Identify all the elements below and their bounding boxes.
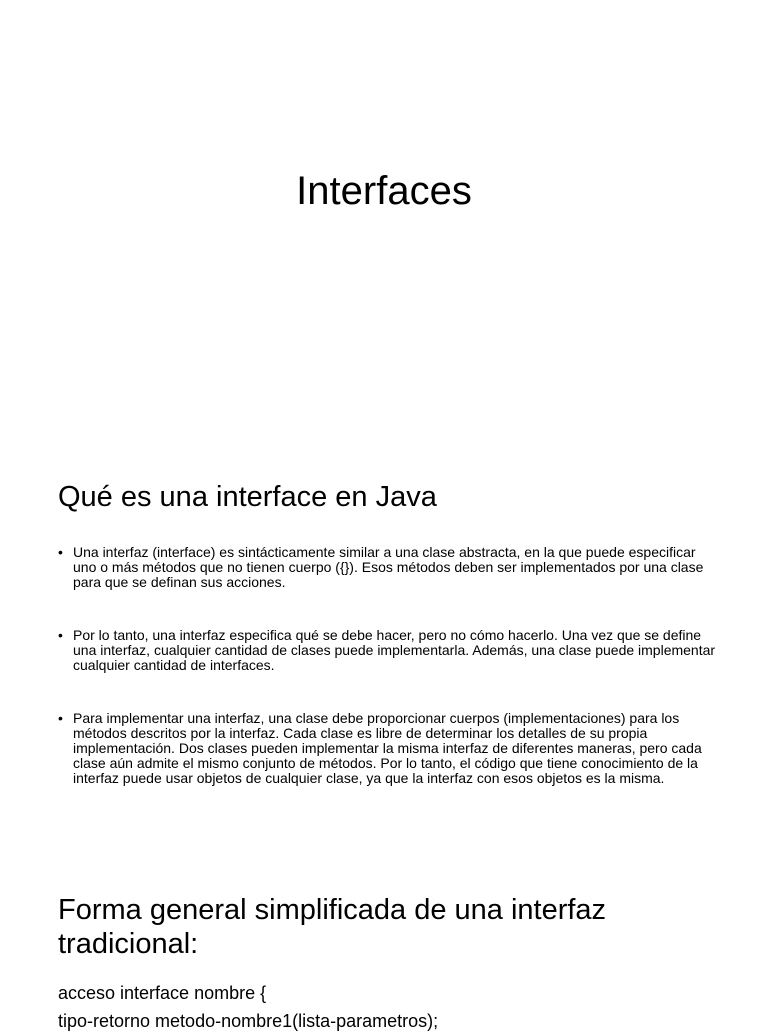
slide-heading: Qué es una interface en Java	[58, 481, 437, 513]
bullet-list	[58, 545, 718, 824]
slide-title	[0, 0, 768, 420]
bullet-item	[58, 711, 718, 786]
bullet-dot-icon: •	[58, 544, 63, 560]
bullet-item	[58, 545, 718, 590]
code-line: acceso interface nombre {	[58, 983, 267, 1003]
slide-title-text: Interfaces	[296, 169, 472, 213]
bullet-dot-icon: •	[58, 627, 63, 643]
code-line: tipo-retorno metodo-nombre1(lista-parametros);	[58, 1011, 439, 1031]
bullet-text: Una interfaz (interface) es sintácticamente similar a una clase abstracta, en la que puede especificar uno o más métodos que no tienen cuerpo ({}). Esos métodos deben ser implementados por una clase para que se definan sus acciones.	[73, 544, 704, 590]
slide-what-is-interface	[0, 440, 768, 840]
slide-general-form	[0, 860, 768, 1031]
bullet-dot-icon: •	[58, 710, 63, 726]
bullet-text: Para implementar una interfaz, una clase debe proporcionar cuerpos (implementaciones) para los métodos descritos por la interfaz. Cada clase es libre de determinar los detalles de su propia implementación. Dos clases pueden implementar la misma interfaz de diferentes maneras, pero cada clase aún admite el mismo conjunto de métodos. Por lo tanto, el código que tiene conocimiento de la interfaz puede usar objetos de cualquier clase, ya que la interfaz con esos objetos es la misma.	[73, 710, 702, 786]
bullet-item	[58, 628, 718, 673]
bullet-text: Por lo tanto, una interfaz especifica qué se debe hacer, pero no cómo hacerlo. Una vez que se define una interfaz, cualquier cantidad de clases puede implementarla. Además, una clase puede implementar cualquier cantidad de interfaces.	[73, 627, 716, 673]
slide-heading: Forma general simplificada de una interfaz tradicional:	[58, 894, 607, 960]
